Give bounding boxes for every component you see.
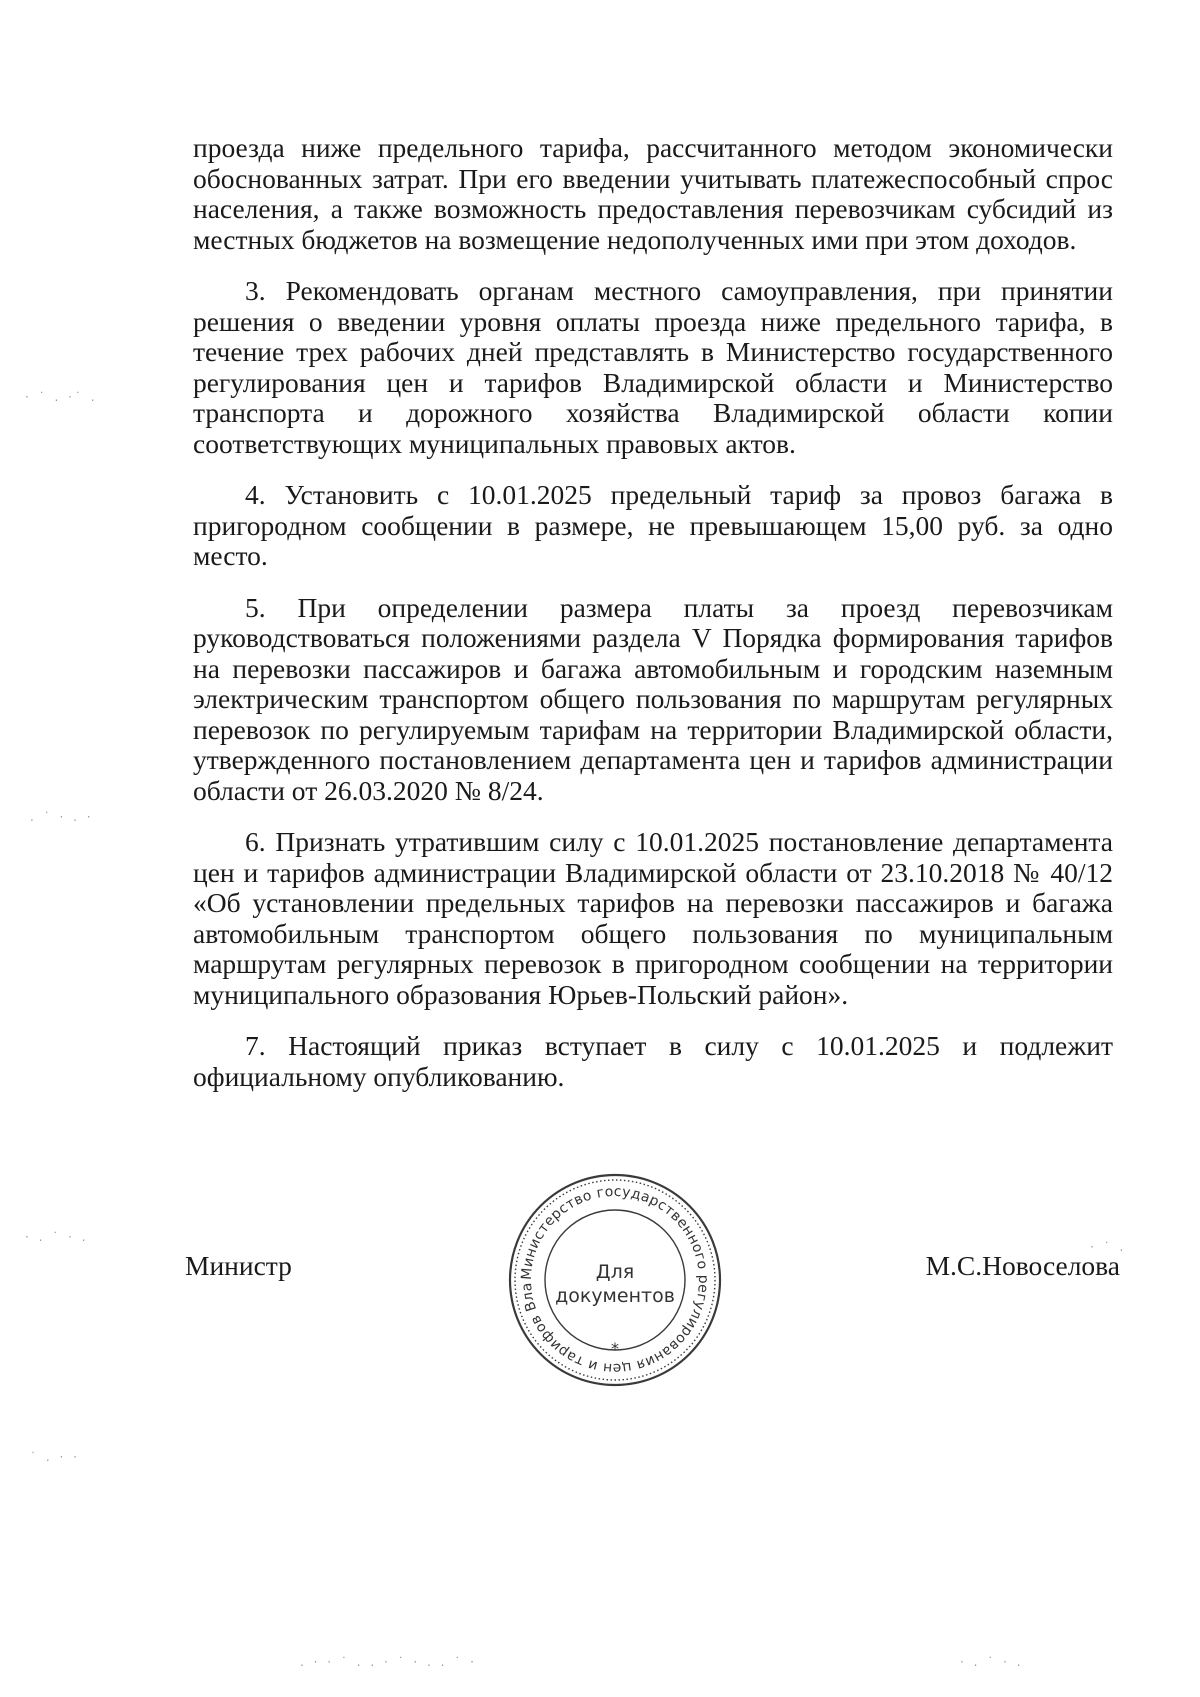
seal-ring-text: Министерство государственного регулирования цен и тарифов Вла xyxy=(518,1183,712,1377)
scan-speck: . ˙ · . · xyxy=(30,810,94,824)
paragraph-item-6: 6. Признать утратившим силу с 10.01.2025 постановление департамента цен и тарифов администрации Владимирской области от 23.10.2018 № 40/12 «Об установлении предельных тарифов на перевозки пассажиров и багажа автомобильным транспортом общего пользования по муниципальным маршрутам регулярных перевозок в пригородном сообщении на территории муниципального образования Юрьев-Польский район». xyxy=(193,826,1113,1010)
scan-speck: · ˙ . xyxy=(1090,1240,1127,1254)
signatory-name: М.С.Новоселова xyxy=(925,1250,1120,1281)
paragraph-continuation: проезда ниже предельного тарифа, рассчитанного методом экономически обоснованных затрат. При его введении учитывать платежеспособный спрос населения, а также возможность предоставления перевозчикам субсидий из местных бюджетов на возмещение недополученных ими при этом доходов. xyxy=(193,132,1113,255)
seal-graphic xyxy=(505,1170,725,1390)
signatory-title: Министр xyxy=(185,1250,292,1281)
official-seal xyxy=(505,1170,725,1390)
scan-speck: . · · ˙ . . · ˙ · . . ˙ · xyxy=(300,1655,477,1669)
scan-speck: · . ˙ · . xyxy=(25,1230,89,1244)
scan-speck: ˙ . · · xyxy=(30,1450,80,1464)
scan-speck: · . ˙ · . xyxy=(960,1655,1024,1669)
document-body xyxy=(193,133,1113,1113)
paragraph-item-7: 7. Настоящий приказ вступает в силу с 10.01.2025 и подлежит официальному опубликованию. xyxy=(193,1030,1113,1092)
scan-speck: · ˙ . ·˙ . xyxy=(25,390,98,404)
paragraph-item-5: 5. При определении размера платы за проезд перевозчикам руководствоваться положениями раздела V Порядка формирования тарифов на перевозки пассажиров и багажа автомобильным и городским наземным электрическим транспортом общего пользования по маршрутам регулярных перевозок по регулируемым тарифам на территории Владимирской области, утвержденного постановлением департамента цен и тарифов администрации области от 26.03.2020 № 8/24. xyxy=(193,591,1113,806)
seal-center-line-2: документов xyxy=(555,1285,675,1307)
seal-center-line-1: Для xyxy=(595,1261,635,1283)
seal-star: * xyxy=(611,1339,619,1358)
paragraph-item-3: 3. Рекомендовать органам местного самоуправления, при принятии решения о введении уровня оплаты проезда ниже предельного тарифа, в течение трех рабочих дней представлять в Министерство государственного регулирования цен и тарифов Владимирской области и Министерство транспорта и дорожного хозяйства Владимирской области копии соответствующих муниципальных правовых актов. xyxy=(193,275,1113,459)
paragraph-item-4: 4. Установить с 10.01.2025 предельный тариф за провоз багажа в пригородном сообщении в размере, не превышающем 15,00 руб. за одно место. xyxy=(193,479,1113,571)
